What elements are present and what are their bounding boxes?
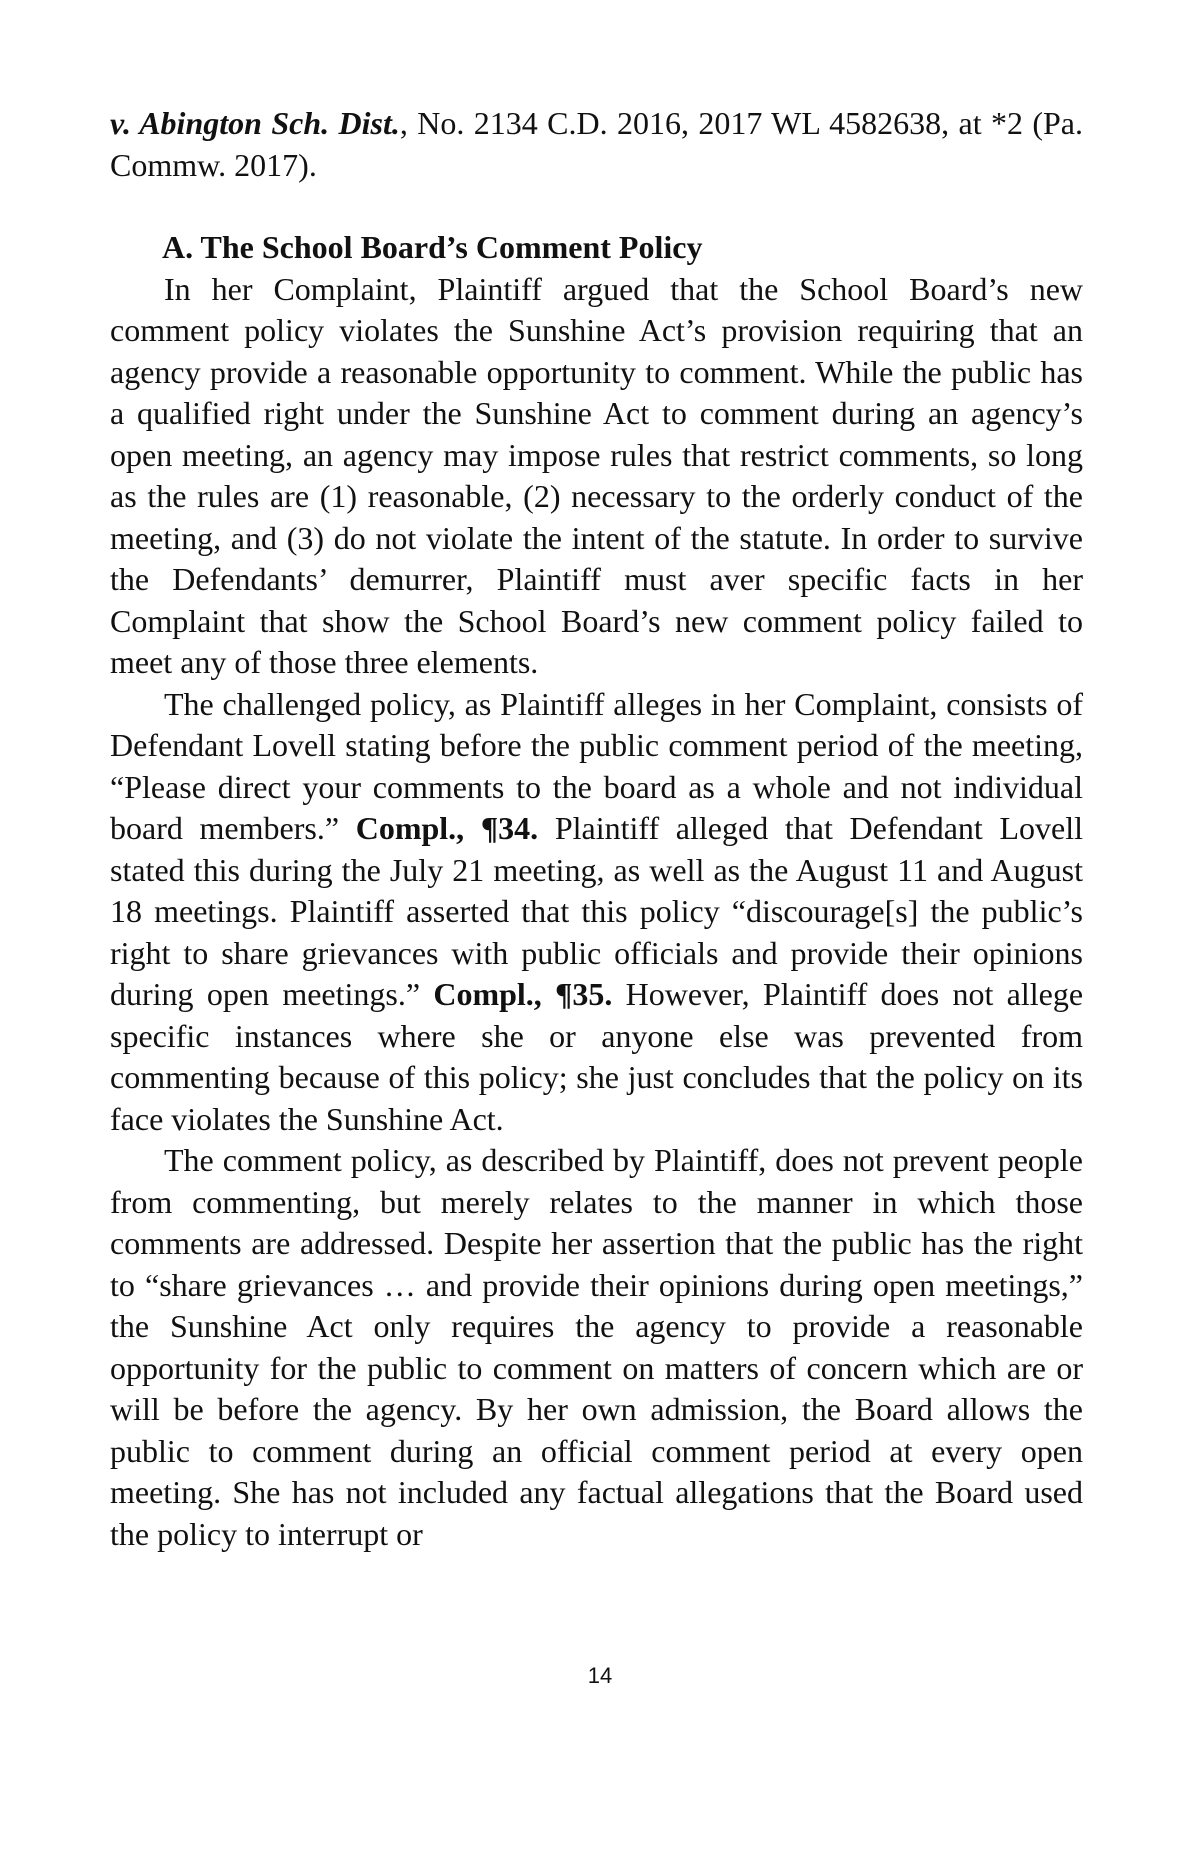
paragraph-2-part-2: Plaintiff alleged that Defendant Lovell stated this during the July 21 meeting, as well as the August 11 and August 18 meetings. Plaintiff asserted that this policy “discourage[s] the public’s right to share grievances with public officials and provide their opinions during open meetings.”	[110, 810, 1084, 1012]
page-number: 14	[587, 1663, 613, 1688]
complaint-cite-35: Compl., ¶35.	[433, 976, 613, 1012]
case-name: v. Abington Sch. Dist.	[110, 105, 400, 141]
paragraph-3: The comment policy, as described by Plaintiff, does not prevent people from commenting, but merely relates to the manner in which those comments are addressed. Despite her assertion that the public has the right to “share grievances … and provide their opinions during open meetings,” the Sunshine Act only requires the agency to provide a reasonable opportunity for the public to comment on matters of concern which are or will be before the agency. By her own admission, the Board allows the public to comment during an official comment period at every open meeting. She has not included any factual allegations that the Board used the policy to interrupt or	[110, 1142, 1083, 1552]
section-heading: A. The School Board’s Comment Policy	[162, 229, 703, 265]
section-spacer	[110, 186, 1083, 227]
paragraph-2	[110, 684, 1083, 1141]
paragraph-2-part-1: The challenged policy, as Plaintiff alleges in her Complaint, consists of Defendant Lovell stating before the public comment period of the meeting, “Please direct your comments to the board as a whole and not individual board members.”	[110, 685, 1083, 846]
paragraph-1: In her Complaint, Plaintiff argued that the School Board’s new comment policy violates the Sunshine Act’s provision requiring that an agency provide a reasonable opportunity to comment. While the public has a qualified right under the Sunshine Act to comment during an agency’s open meeting, an agency may impose rules that restrict comments, so long as the rules are (1) reasonable, (2) necessary to the orderly conduct of the meeting, and (3) do not violate the intent of the statute. In order to survive the Defendants’ demurrer, Plaintiff must aver specific facts in her Complaint that show the School Board’s new comment policy failed to meet any of those three elements.	[110, 270, 1083, 680]
document-page	[110, 103, 1083, 1555]
paragraph-2-part-3: However, Plaintiff does not allege specific instances where she or anyone else was prevented from commenting because of this policy; she just concludes that the policy on its face violates the Sunshine Act.	[110, 976, 1084, 1137]
complaint-cite-34: Compl., ¶34.	[355, 810, 539, 846]
citation-continuation	[110, 103, 1083, 186]
citation-details: , No. 2134 C.D. 2016, 2017 WL 4582638, at *2 (Pa. Commw. 2017).	[110, 105, 1084, 183]
